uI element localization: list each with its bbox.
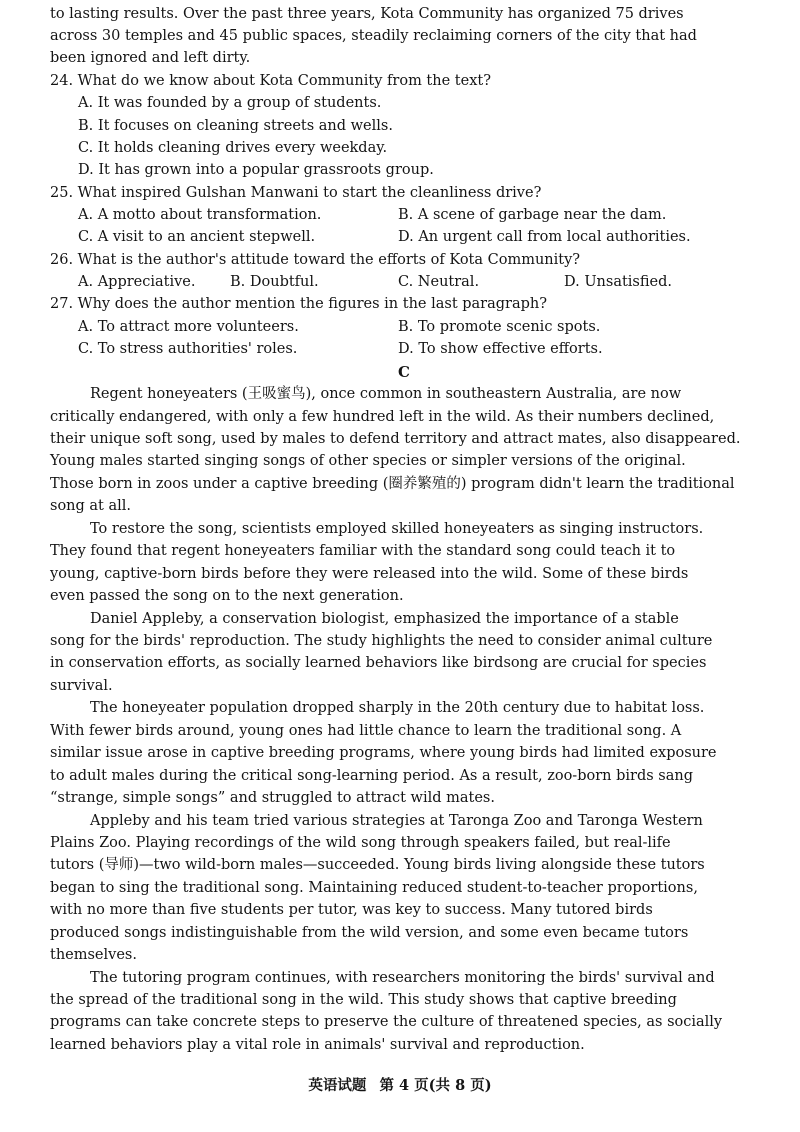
text-line: Young males started singing songs of other species or simpler versions of the original.	[50, 453, 686, 469]
option-d: D. An urgent call from local authorities.	[398, 229, 691, 245]
option-a: A. A motto about transformation.	[78, 207, 322, 223]
option-a: A. To attract more volunteers.	[78, 319, 299, 335]
page-footer	[0, 1074, 800, 1095]
text-line: Plains Zoo. Playing recordings of the wild song through speakers failed, but real-life	[50, 835, 671, 851]
text-line: Appleby and his team tried various strategies at Taronga Zoo and Taronga Western	[90, 813, 703, 829]
text-line: began to sing the traditional song. Maintaining reduced student-to-teacher proportions,	[50, 880, 698, 896]
text-line: young, captive-born birds before they were released into the wild. Some of these birds	[50, 566, 689, 582]
text-line: their unique soft song, used by males to defend territory and attract mates, also disappeared.	[50, 431, 741, 447]
text-line: survival.	[50, 678, 113, 694]
footer-page-number: 第 4 页(共 8 页)	[379, 1077, 492, 1094]
text-line: programs can take concrete steps to preserve the culture of threatened species, as socially	[50, 1014, 723, 1030]
text-line: “strange, simple songs” and struggled to attract wild mates.	[50, 790, 495, 806]
text-line: To restore the song, scientists employed skilled honeyeaters as singing instructors.	[90, 521, 704, 537]
text-line: in conservation efforts, as socially learned behaviors like birdsong are crucial for species	[50, 655, 707, 671]
text-line: The honeyeater population dropped sharply in the 20th century due to habitat loss.	[90, 700, 705, 716]
text-line: learned behaviors play a vital role in animals' survival and reproduction.	[50, 1037, 585, 1053]
text-line: produced songs indistinguishable from the wild version, and some even became tutors	[50, 925, 689, 941]
option-b: B. Doubtful.	[230, 274, 319, 290]
option-c: C. A visit to an ancient stepwell.	[78, 229, 316, 245]
option-c: C. To stress authorities' roles.	[78, 341, 298, 357]
option-c: C. It holds cleaning drives every weekday.	[78, 140, 388, 156]
text-line: Daniel Appleby, a conservation biologist, emphasized the importance of a stable	[90, 611, 679, 627]
question-stem: 25. What inspired Gulshan Manwani to start the cleanliness drive?	[50, 185, 542, 201]
text-line: similar issue arose in captive breeding programs, where young birds had limited exposure	[50, 745, 717, 761]
option-b: B. A scene of garbage near the dam.	[398, 207, 667, 223]
section-heading: C	[398, 363, 410, 381]
option-a: A. It was founded by a group of students.	[78, 95, 382, 111]
text-line: even passed the song on to the next generation.	[50, 588, 404, 604]
text-line: been ignored and left dirty.	[50, 50, 251, 66]
option-b: B. It focuses on cleaning streets and wells.	[78, 118, 393, 134]
text-line: Regent honeyeaters (王吸蜜鸟), once common in southeastern Australia, are now	[90, 386, 682, 402]
option-b: B. To promote scenic spots.	[398, 319, 601, 335]
question-stem: 24. What do we know about Kota Community from the text?	[50, 73, 491, 89]
text-line: tutors (导师)—two wild-born males—succeeded. Young birds living alongside these tutors	[50, 857, 705, 873]
text-line: They found that regent honeyeaters familiar with the standard song could teach it to	[50, 543, 676, 559]
text-line: Those born in zoos under a captive breeding (圈养繁殖的) program didn't learn the traditional	[50, 476, 735, 492]
footer-subject: 英语试题	[308, 1077, 367, 1094]
option-d: D. To show effective efforts.	[398, 341, 603, 357]
text-line: with no more than five students per tutor, was key to success. Many tutored birds	[50, 902, 653, 918]
text-line: song at all.	[50, 498, 132, 514]
text-line: With fewer birds around, young ones had little chance to learn the traditional song. A	[50, 723, 682, 739]
text-line: critically endangered, with only a few hundred left in the wild. As their numbers declined,	[50, 409, 715, 425]
text-line: The tutoring program continues, with researchers monitoring the birds' survival and	[90, 970, 715, 986]
text-line: across 30 temples and 45 public spaces, steadily reclaiming corners of the city that had	[50, 28, 697, 44]
text-line: themselves.	[50, 947, 137, 963]
option-d: D. Unsatisfied.	[564, 274, 673, 290]
text-line: song for the birds' reproduction. The study highlights the need to consider animal culture	[50, 633, 713, 649]
text-line: to lasting results. Over the past three years, Kota Community has organized 75 drives	[50, 6, 684, 22]
option-a: A. Appreciative.	[78, 274, 196, 290]
option-c: C. Neutral.	[398, 274, 480, 290]
option-d: D. It has grown into a popular grassroots group.	[78, 162, 434, 178]
text-line: to adult males during the critical song-learning period. As a result, zoo-born birds sang	[50, 768, 693, 784]
question-stem: 26. What is the author's attitude toward the efforts of Kota Community?	[50, 252, 581, 268]
text-line: the spread of the traditional song in the wild. This study shows that captive breeding	[50, 992, 677, 1008]
question-stem: 27. Why does the author mention the figures in the last paragraph?	[50, 296, 548, 312]
